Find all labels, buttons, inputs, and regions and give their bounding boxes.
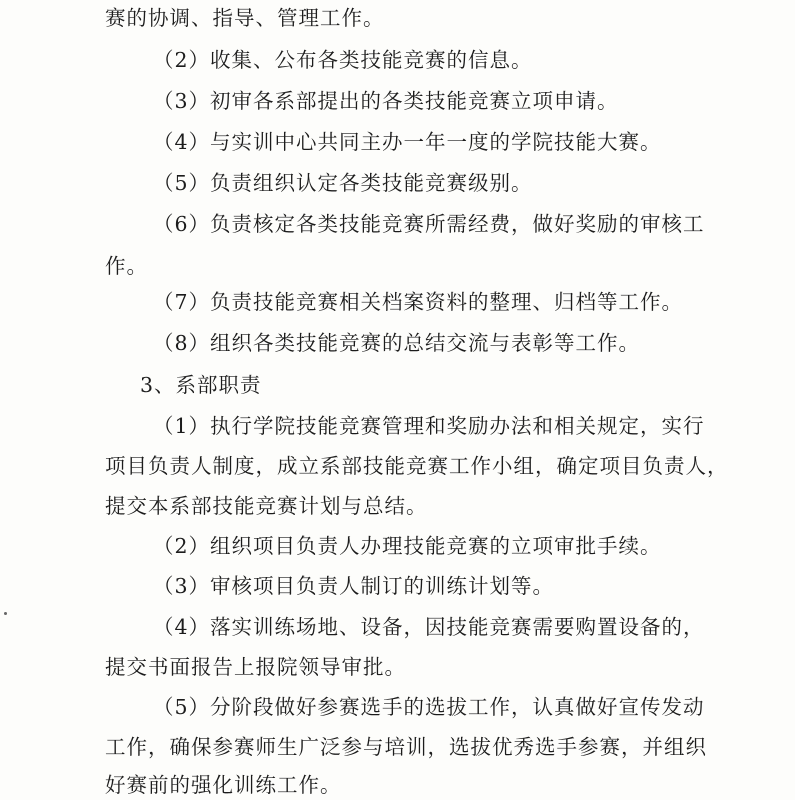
text-line: 赛的协调、指导、管理工作。 [105, 6, 385, 30]
text-line: （5）负责组织认定各类技能竞赛级别。 [153, 171, 533, 195]
section-heading: 3、系部职责 [140, 373, 262, 397]
text-line: （4）落实训练场地、设备，因技能竞赛需要购置设备的， [153, 615, 705, 639]
text-line: （8）组织各类技能竞赛的总结交流与表彰等工作。 [153, 331, 641, 355]
text-line: （3）审核项目负责人制订的训练计划等。 [153, 574, 555, 598]
text-line: （4）与实训中心共同主办一年一度的学院技能大赛。 [153, 130, 662, 154]
scan-speck [4, 612, 7, 615]
text-line: 好赛前的强化训练工作。 [105, 773, 342, 797]
text-line: （6）负责核定各类技能竞赛所需经费，做好奖励的审核工 [153, 212, 705, 236]
text-line: （5）分阶段做好参赛选手的选拔工作，认真做好宣传发动 [153, 695, 705, 719]
text-line: 提交书面报告上报院领导审批。 [105, 655, 406, 679]
text-line: （1）执行学院技能竞赛管理和奖励办法和相关规定，实行 [153, 414, 705, 438]
text-line: 提交本系部技能竞赛计划与总结。 [105, 494, 428, 518]
text-line: （2）组织项目负责人办理技能竞赛的立项审批手续。 [153, 534, 662, 558]
text-line: （7）负责技能竞赛相关档案资料的整理、归档等工作。 [153, 290, 684, 314]
text-line: 作。 [105, 254, 148, 278]
text-line: （3）初审各系部提出的各类技能竞赛立项申请。 [153, 89, 619, 113]
text-line: 工作，确保参赛师生广泛参与培训，选拔优秀选手参赛，并组织 [105, 735, 707, 759]
text-line: 项目负责人制度，成立系部技能竞赛工作小组，确定项目负责人， [105, 454, 729, 478]
text-line: （2）收集、公布各类技能竞赛的信息。 [153, 48, 533, 72]
